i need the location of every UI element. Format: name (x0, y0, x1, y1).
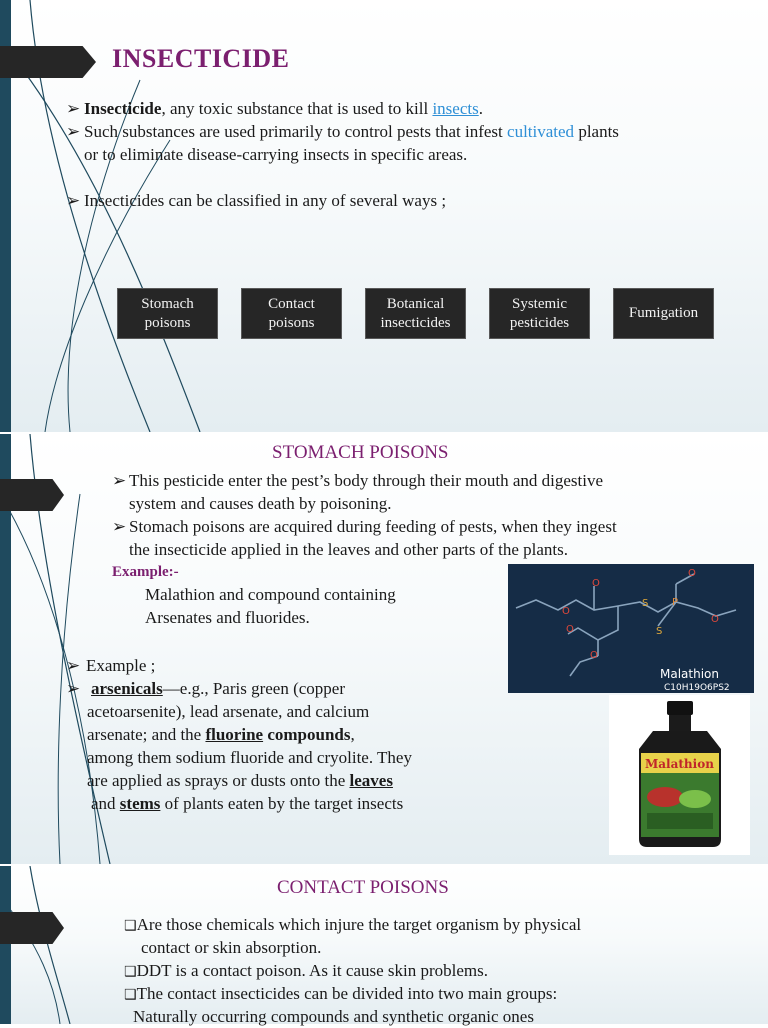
bottle-brand-label: Malathion (645, 757, 714, 771)
example-line-1: Malathion and compound containing (145, 585, 396, 604)
arrow-bullet-icon: ➢ (66, 656, 81, 675)
square-bullet-icon: ❑ (124, 987, 137, 1003)
title-tab-arrow (0, 46, 96, 78)
molecule-diagram (508, 564, 754, 693)
title-tab-arrow (0, 912, 64, 944)
bullet-entry: ➢ This pesticide enter the pest’s body through their mouth and digestive (112, 471, 604, 490)
bullet-feeding-cont: the insecticide applied in the leaves and other parts of the plants. (129, 540, 569, 559)
arrow-bullet-icon: ➢ (112, 517, 127, 536)
bullet-classification: ➢ Insecticides can be classified in any of several ways ; (66, 191, 447, 210)
svg-text:P: P (672, 597, 679, 608)
groups-line: Naturally occurring compounds and synthetic organic ones (133, 1007, 534, 1026)
bullet-entry-cont: system and causes death by poisoning. (129, 494, 392, 513)
slide-title: INSECTICIDE (112, 44, 290, 73)
arsenicals-line-2: acetoarsenite), lead arsenate, and calcium (87, 702, 370, 721)
svg-text:S: S (656, 626, 663, 637)
svg-text:O: O (590, 650, 598, 661)
cultivated-link[interactable]: cultivated (507, 122, 575, 141)
checkbox-bullet-definition: ❑Are those chemicals which injure the target organism by physical (124, 913, 581, 938)
arsenicals-line-5: are applied as sprays or dusts onto the leaves (87, 771, 393, 790)
box-fumigation[interactable]: Fumigation (613, 288, 714, 339)
arrow-bullet-icon: ➢ (66, 191, 81, 210)
arrow-bullet-icon: ➢ (112, 471, 127, 490)
bottle-illustration (609, 695, 750, 855)
arsenicals-line-4: among them sodium fluoride and cryolite. They (87, 748, 412, 767)
bullet-usage: ➢ Such substances are used primarily to control pests that infest cultivated plants (66, 122, 619, 141)
bullet-feeding: ➢ Stomach poisons are acquired during feeding of pests, when they ingest (112, 517, 617, 536)
svg-text:S: S (642, 598, 649, 609)
example-label: Example:- (112, 564, 179, 580)
arsenicals-line-3: arsenate; and the fluorine compounds, (87, 725, 355, 744)
left-accent-bar (0, 866, 11, 1024)
square-bullet-icon: ❑ (124, 918, 137, 934)
svg-text:O: O (566, 624, 574, 635)
arsenicals-line-1: ➢ arsenicals—e.g., Paris green (copper (66, 679, 345, 698)
bullet-usage-cont: or to eliminate disease-carrying insects in specific areas. (84, 145, 468, 164)
svg-text:O: O (562, 606, 570, 617)
example-line-2: Arsenates and fluorides. (145, 608, 310, 627)
arrow-bullet-icon: ➢ (66, 679, 81, 698)
insects-link[interactable]: insects (432, 99, 479, 118)
section-title: STOMACH POISONS (272, 442, 449, 463)
box-botanical-insecticides[interactable]: Botanical insecticides (365, 288, 466, 339)
svg-text:O: O (592, 578, 600, 589)
section-title: CONTACT POISONS (277, 877, 449, 898)
bullet-definition: ➢ Insecticide, any toxic substance that is used to kill insects. (66, 99, 483, 118)
square-bullet-icon: ❑ (124, 964, 137, 980)
molecule-name-label: Malathion (660, 667, 719, 681)
box-systemic-pesticides[interactable]: Systemic pesticides (489, 288, 590, 339)
box-contact-poisons[interactable]: Contact poisons (241, 288, 342, 339)
title-tab-arrow (0, 479, 64, 511)
svg-text:O: O (688, 568, 696, 579)
example-header: ➢ Example ; (66, 656, 156, 675)
malathion-structure-image (508, 564, 754, 693)
arrow-bullet-icon: ➢ (66, 99, 81, 118)
box-stomach-poisons[interactable]: Stomach poisons (117, 288, 218, 339)
arrow-bullet-icon: ➢ (66, 122, 81, 141)
malathion-bottle-image (609, 695, 750, 855)
svg-text:O: O (711, 614, 719, 625)
arsenicals-line-6: and stems of plants eaten by the target insects (91, 794, 404, 813)
checkbox-bullet-definition-cont: contact or skin absorption. (141, 938, 322, 957)
checkbox-bullet-groups: ❑The contact insecticides can be divided into two main groups: (124, 982, 557, 1007)
checkbox-bullet-ddt: ❑DDT is a contact poison. As it cause skin problems. (124, 959, 488, 984)
molecule-formula-label: C10H19O6PS2 (664, 683, 730, 693)
